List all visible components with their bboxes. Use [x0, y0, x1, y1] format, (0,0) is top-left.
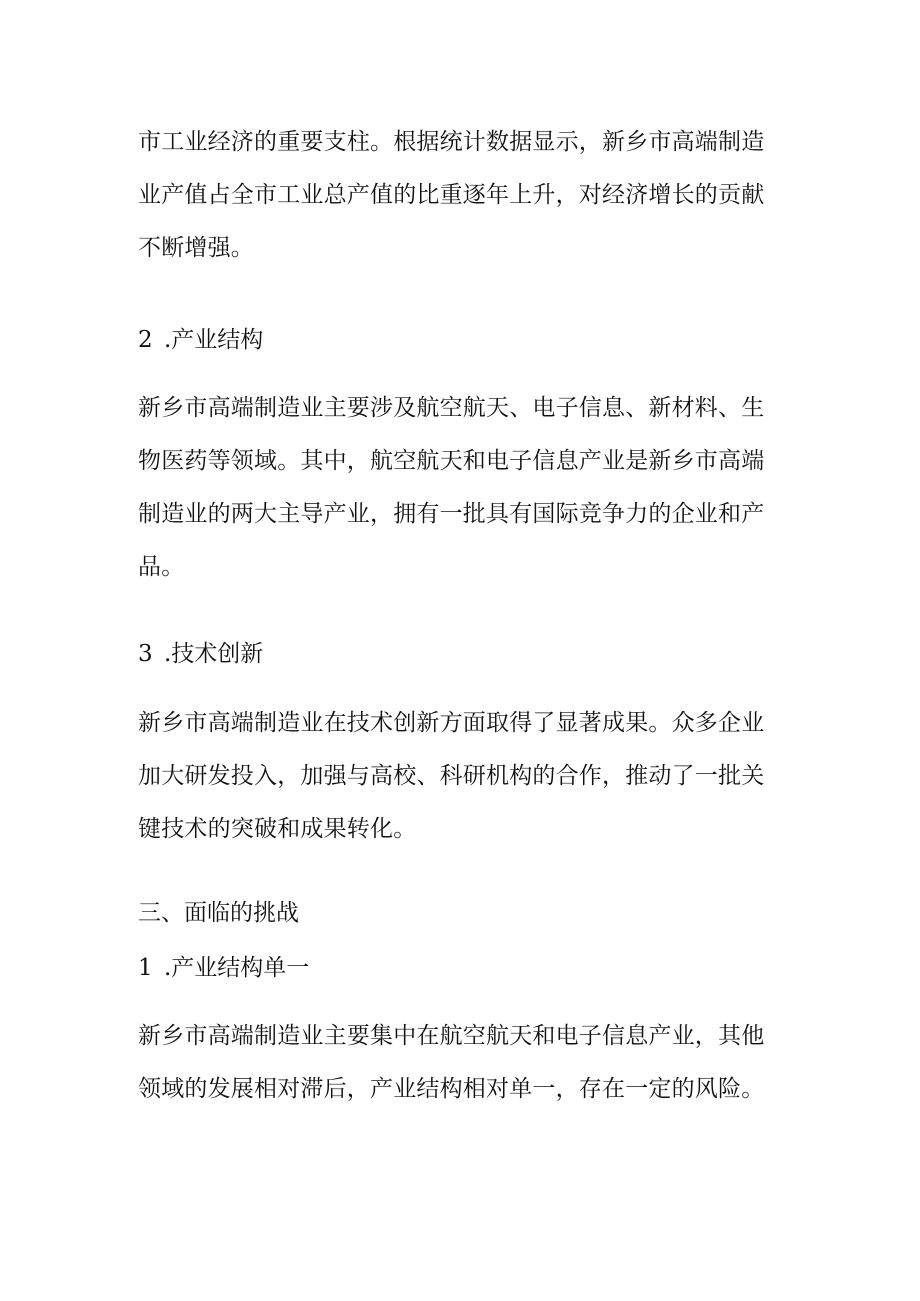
paragraph-line: 领域的发展相对滞后，产业结构相对单一，存在一定的风险。 — [138, 1076, 765, 1102]
heading-text: .技术创新 — [164, 641, 264, 667]
paragraph-economic-pillar — [138, 116, 778, 275]
paragraph-line: 品。 — [138, 554, 185, 580]
paragraph-single-structure-risk — [138, 1010, 778, 1116]
heading-number: 3 — [138, 641, 153, 667]
paragraph-line: 物医药等领域。其中，航空航天和电子信息产业是新乡市高端 — [138, 448, 765, 474]
heading-tech-innovation — [138, 634, 263, 674]
heading-text: .产业结构 — [164, 327, 264, 353]
paragraph-line: 不断增强。 — [138, 235, 254, 261]
heading-number: 1 — [138, 955, 153, 981]
paragraph-line: 新乡市高端制造业主要集中在航空航天和电子信息产业，其他 — [138, 1023, 765, 1049]
heading-number: 2 — [138, 327, 153, 353]
paragraph-line: 新乡市高端制造业在技术创新方面取得了显著成果。众多企业 — [138, 710, 765, 736]
paragraph-line: 制造业的两大主导产业，拥有一批具有国际竞争力的企业和产 — [138, 501, 765, 527]
paragraph-line: 市工业经济的重要支柱。根据统计数据显示，新乡市高端制造 — [138, 129, 765, 155]
heading-text: .产业结构单一 — [164, 955, 310, 981]
paragraph-line: 键技术的突破和成果转化。 — [138, 816, 417, 842]
heading-text: 三、面临的挑战 — [138, 900, 299, 926]
paragraph-line: 业产值占全市工业总产值的比重逐年上升，对经济增长的贡献 — [138, 182, 765, 208]
paragraph-industry-fields — [138, 382, 778, 594]
paragraph-tech-achievements — [138, 697, 778, 856]
paragraph-line: 加大研发投入，加强与高校、科研机构的合作，推动了一批关 — [138, 763, 765, 789]
heading-industry-structure — [138, 320, 263, 360]
heading-challenges — [138, 893, 299, 933]
heading-single-structure — [138, 948, 309, 988]
paragraph-line: 新乡市高端制造业主要涉及航空航天、电子信息、新材料、生 — [138, 395, 765, 421]
